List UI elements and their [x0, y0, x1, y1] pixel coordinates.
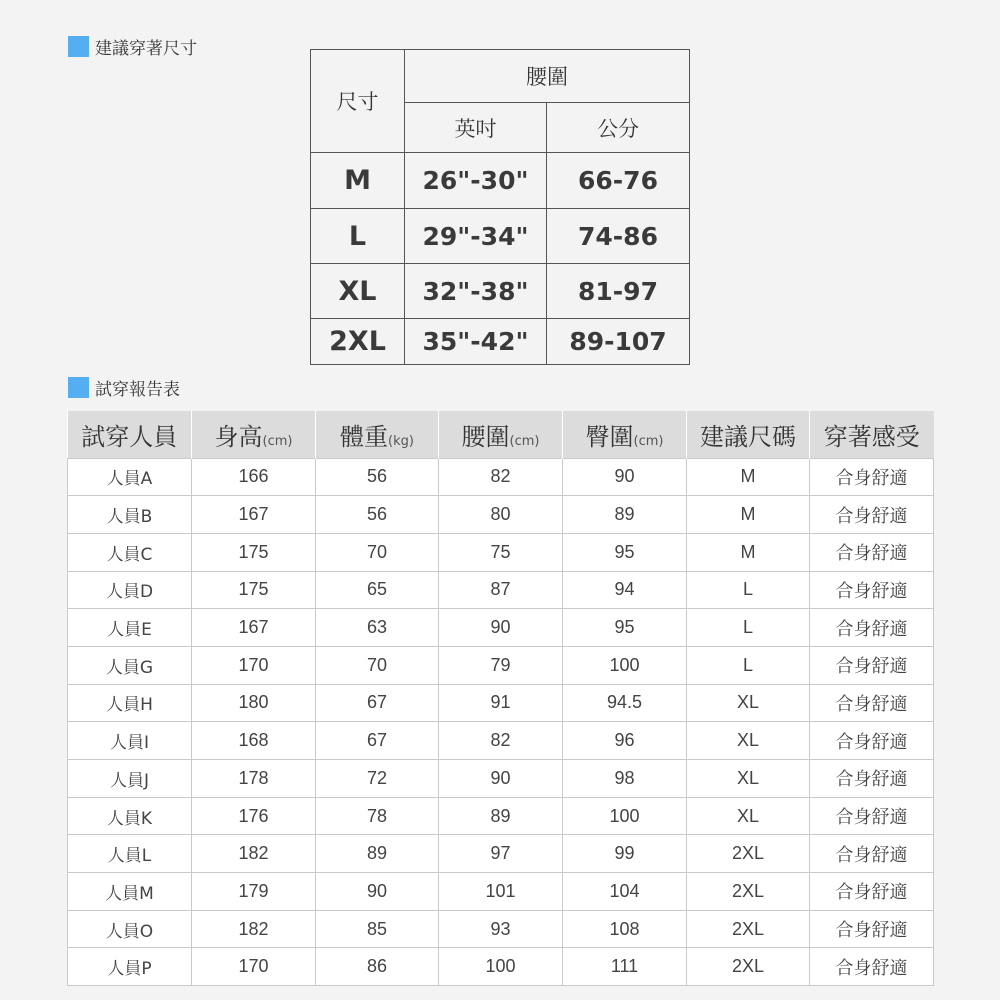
size-row	[311, 153, 690, 209]
table-row	[68, 797, 934, 835]
size-section-title-text: 建議穿著尺寸	[95, 39, 197, 59]
header-unit: (kg)	[388, 433, 414, 449]
weight-cell: 89	[316, 835, 439, 873]
weight-cell: 70	[316, 646, 439, 684]
cm-cell: 74-86	[547, 209, 690, 264]
hip-cell: 98	[563, 760, 687, 798]
height-cell: 167	[192, 496, 316, 534]
fit-feeling-cell: 合身舒適	[810, 797, 934, 835]
report-section-title	[68, 375, 180, 400]
size-row	[311, 319, 690, 365]
blue-square-icon	[68, 36, 89, 57]
suggested-size-cell: XL	[687, 722, 810, 760]
waist-header: 腰圍	[405, 50, 690, 103]
header-unit: (cm)	[633, 433, 664, 449]
fit-feeling-cell: 合身舒適	[810, 835, 934, 873]
waist-cell: 100	[439, 948, 563, 986]
inch-cell: 35"-42"	[405, 319, 547, 365]
tester-name-cell: 人員K	[68, 797, 192, 835]
waist-cell: 91	[439, 684, 563, 722]
height-cell: 175	[192, 571, 316, 609]
fit-feeling-cell: 合身舒適	[810, 646, 934, 684]
hip-cell: 94.5	[563, 684, 687, 722]
fit-feeling-cell: 合身舒適	[810, 609, 934, 647]
hip-cell: 108	[563, 910, 687, 948]
cm-cell: 89-107	[547, 319, 690, 365]
hip-cell: 90	[563, 458, 687, 496]
weight-cell: 65	[316, 571, 439, 609]
fit-feeling-cell: 合身舒適	[810, 496, 934, 534]
suggested-size-cell: L	[687, 571, 810, 609]
size-section-title	[68, 34, 197, 59]
fit-feeling-cell: 合身舒適	[810, 533, 934, 571]
size-row	[311, 209, 690, 264]
weight-cell: 67	[316, 684, 439, 722]
waist-cell: 80	[439, 496, 563, 534]
height-cell: 175	[192, 533, 316, 571]
hip-cell: 96	[563, 722, 687, 760]
height-cell: 179	[192, 873, 316, 911]
cm-header: 公分	[547, 103, 690, 153]
header-label: 穿著感受	[823, 422, 920, 451]
table-row	[68, 609, 934, 647]
hip-cell: 100	[563, 646, 687, 684]
report-section-title-text: 試穿報告表	[95, 380, 180, 400]
height-cell: 182	[192, 910, 316, 948]
tester-name-cell: 人員J	[68, 760, 192, 798]
waist-cell: 101	[439, 873, 563, 911]
cm-cell: 66-76	[547, 153, 690, 209]
tester-name-cell: 人員E	[68, 609, 192, 647]
waist-cell: 82	[439, 458, 563, 496]
fit-feeling-cell: 合身舒適	[810, 760, 934, 798]
suggested-size-header	[687, 411, 810, 458]
height-cell: 167	[192, 609, 316, 647]
suggested-size-cell: 2XL	[687, 948, 810, 986]
suggested-size-cell: M	[687, 533, 810, 571]
hip-cell: 100	[563, 797, 687, 835]
waist-cell: 90	[439, 609, 563, 647]
weight-cell: 67	[316, 722, 439, 760]
size-table	[310, 49, 690, 365]
tester-name-cell: 人員P	[68, 948, 192, 986]
hip-header	[563, 411, 687, 458]
weight-cell: 90	[316, 873, 439, 911]
weight-cell: 70	[316, 533, 439, 571]
hip-cell: 95	[563, 533, 687, 571]
table-row	[68, 646, 934, 684]
height-cell: 178	[192, 760, 316, 798]
suggested-size-cell: M	[687, 458, 810, 496]
tester-name-cell: 人員L	[68, 835, 192, 873]
fit-feeling-cell: 合身舒適	[810, 571, 934, 609]
inch-cell: 29"-34"	[405, 209, 547, 264]
report-header-row	[68, 411, 934, 458]
table-row	[68, 760, 934, 798]
hip-cell: 94	[563, 571, 687, 609]
table-row	[68, 458, 934, 496]
size-cell: XL	[311, 264, 405, 319]
waist-cell: 97	[439, 835, 563, 873]
height-cell: 170	[192, 948, 316, 986]
blue-square-icon	[68, 377, 89, 398]
fit-feeling-cell: 合身舒適	[810, 873, 934, 911]
size-row	[311, 264, 690, 319]
fit-feeling-cell: 合身舒適	[810, 948, 934, 986]
height-cell: 176	[192, 797, 316, 835]
weight-cell: 56	[316, 458, 439, 496]
header-label: 身高	[214, 422, 263, 451]
header-label: 腰圍	[461, 422, 510, 451]
tester-name-cell: 人員D	[68, 571, 192, 609]
waist-cell: 87	[439, 571, 563, 609]
height-cell: 180	[192, 684, 316, 722]
tester-name-cell: 人員C	[68, 533, 192, 571]
report-table	[67, 411, 934, 986]
waist-cell: 82	[439, 722, 563, 760]
fit-feeling-cell: 合身舒適	[810, 458, 934, 496]
fit-feeling-cell: 合身舒適	[810, 910, 934, 948]
height-cell: 166	[192, 458, 316, 496]
hip-cell: 89	[563, 496, 687, 534]
hip-cell: 104	[563, 873, 687, 911]
weight-cell: 56	[316, 496, 439, 534]
table-row	[68, 948, 934, 986]
weight-cell: 63	[316, 609, 439, 647]
size-cell: M	[311, 153, 405, 209]
waist-cell: 75	[439, 533, 563, 571]
size-header: 尺寸	[311, 50, 405, 153]
table-row	[68, 910, 934, 948]
inch-header: 英吋	[405, 103, 547, 153]
tester-name-cell: 人員I	[68, 722, 192, 760]
suggested-size-cell: L	[687, 646, 810, 684]
suggested-size-cell: M	[687, 496, 810, 534]
weight-header	[316, 411, 439, 458]
suggested-size-cell: XL	[687, 684, 810, 722]
header-label: 建議尺碼	[700, 422, 796, 451]
cm-cell: 81-97	[547, 264, 690, 319]
waist-cell: 89	[439, 797, 563, 835]
tester-name-cell: 人員B	[68, 496, 192, 534]
hip-cell: 99	[563, 835, 687, 873]
table-row	[68, 533, 934, 571]
suggested-size-cell: 2XL	[687, 835, 810, 873]
header-label: 試穿人員	[81, 422, 178, 451]
waist-cell: 90	[439, 760, 563, 798]
table-row	[68, 684, 934, 722]
waist-cell: 93	[439, 910, 563, 948]
tester-name-cell: 人員G	[68, 646, 192, 684]
weight-cell: 78	[316, 797, 439, 835]
inch-cell: 32"-38"	[405, 264, 547, 319]
hip-cell: 95	[563, 609, 687, 647]
height-cell: 170	[192, 646, 316, 684]
table-row	[68, 571, 934, 609]
table-row	[68, 873, 934, 911]
header-unit: (cm)	[262, 433, 293, 449]
suggested-size-cell: XL	[687, 797, 810, 835]
height-cell: 168	[192, 722, 316, 760]
header-unit: (cm)	[509, 433, 540, 449]
tester-name-cell: 人員A	[68, 458, 192, 496]
header-label: 臀圍	[585, 422, 634, 451]
tester-header	[68, 411, 192, 458]
inch-cell: 26"-30"	[405, 153, 547, 209]
waist-cell: 79	[439, 646, 563, 684]
weight-cell: 72	[316, 760, 439, 798]
suggested-size-cell: L	[687, 609, 810, 647]
tester-name-cell: 人員O	[68, 910, 192, 948]
size-cell: 2XL	[311, 319, 405, 365]
suggested-size-cell: 2XL	[687, 873, 810, 911]
tester-name-cell: 人員M	[68, 873, 192, 911]
fit-feeling-cell: 合身舒適	[810, 722, 934, 760]
hip-cell: 111	[563, 948, 687, 986]
table-row	[68, 722, 934, 760]
table-row	[68, 496, 934, 534]
header-label: 體重	[340, 422, 389, 451]
suggested-size-cell: 2XL	[687, 910, 810, 948]
waist-header	[439, 411, 563, 458]
report-body	[68, 458, 934, 986]
size-cell: L	[311, 209, 405, 264]
height-cell: 182	[192, 835, 316, 873]
suggested-size-cell: XL	[687, 760, 810, 798]
weight-cell: 85	[316, 910, 439, 948]
height-header	[192, 411, 316, 458]
tester-name-cell: 人員H	[68, 684, 192, 722]
weight-cell: 86	[316, 948, 439, 986]
fit-feeling-header	[810, 411, 934, 458]
table-row	[68, 835, 934, 873]
fit-feeling-cell: 合身舒適	[810, 684, 934, 722]
